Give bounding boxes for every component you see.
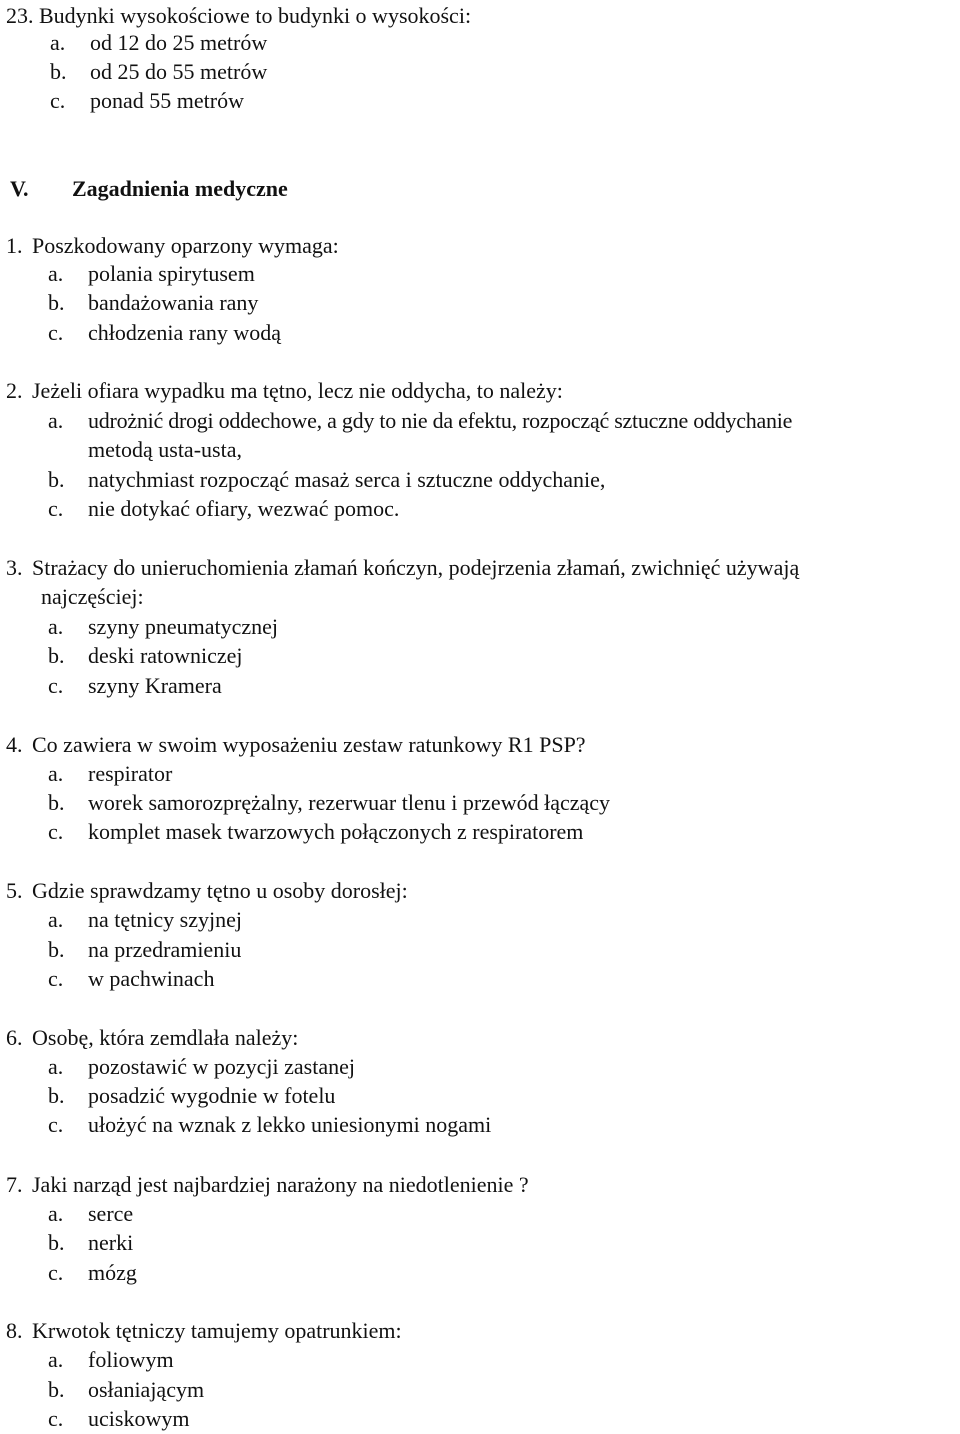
- question-text: najczęściej:: [41, 584, 144, 609]
- option-c: [48, 1260, 137, 1286]
- question-number: 6.: [6, 1025, 23, 1050]
- question-number: 1.: [6, 233, 23, 258]
- option-text: mózg: [88, 1260, 137, 1285]
- option-letter: b.: [50, 59, 67, 84]
- question-2: [6, 378, 563, 404]
- option-letter: a.: [48, 1347, 64, 1372]
- question-5: [6, 878, 408, 904]
- question-6: [6, 1025, 298, 1051]
- question-text: Jeżeli ofiara wypadku ma tętno, lecz nie oddycha, to należy:: [32, 378, 563, 403]
- option-letter: a.: [48, 261, 64, 286]
- option-text: polania spirytusem: [88, 261, 255, 286]
- option-text: komplet masek twarzowych połączonych z respiratorem: [88, 819, 584, 844]
- question-number: 5.: [6, 878, 23, 903]
- section-title: Zagadnienia medyczne: [72, 176, 288, 201]
- option-c: [50, 88, 244, 114]
- option-text: od 25 do 55 metrów: [90, 59, 268, 84]
- option-b: [48, 643, 243, 669]
- question-8: [6, 1318, 402, 1344]
- option-letter: c.: [48, 1406, 64, 1431]
- option-a: [48, 907, 242, 933]
- question-text: Budynki wysokościowe to budynki o wysokości:: [39, 3, 472, 28]
- option-c: [48, 673, 222, 699]
- option-text: w pachwinach: [88, 966, 215, 991]
- option-letter: a.: [48, 1201, 64, 1226]
- question-23: [6, 3, 471, 29]
- option-text: worek samorozprężalny, rezerwuar tlenu i przewód łączący: [88, 790, 611, 815]
- option-letter: b.: [48, 937, 65, 962]
- option-letter: a.: [48, 408, 64, 433]
- option-letter: c.: [48, 320, 64, 345]
- option-letter: b.: [48, 790, 65, 815]
- option-text: bandażowania rany: [88, 290, 259, 315]
- option-c: [48, 1406, 189, 1432]
- question-number: 7.: [6, 1172, 23, 1197]
- option-text: metodą usta-usta,: [88, 437, 242, 462]
- question-1: [6, 233, 339, 259]
- question-4: [6, 732, 586, 758]
- option-text: respirator: [88, 761, 173, 786]
- question-number: 23.: [6, 3, 34, 28]
- option-c: [48, 320, 281, 346]
- option-b: [48, 790, 610, 816]
- section-heading: [10, 176, 288, 202]
- option-c: [48, 819, 583, 845]
- option-a-continuation: [88, 437, 242, 463]
- option-text: pozostawić w pozycji zastanej: [88, 1054, 355, 1079]
- option-letter: c.: [48, 673, 64, 698]
- option-text: foliowym: [88, 1347, 174, 1372]
- option-text: chłodzenia rany wodą: [88, 320, 282, 345]
- option-text: nie dotykać ofiary, wezwać pomoc.: [88, 496, 400, 521]
- option-text: ponad 55 metrów: [90, 88, 244, 113]
- question-number: 3.: [6, 555, 23, 580]
- option-b: [48, 937, 241, 963]
- option-text: uciskowym: [88, 1406, 190, 1431]
- option-letter: a.: [48, 907, 64, 932]
- option-text: osłaniającym: [88, 1377, 205, 1402]
- option-letter: a.: [48, 1054, 64, 1079]
- question-number: 8.: [6, 1318, 23, 1343]
- option-text: szyny Kramera: [88, 673, 222, 698]
- option-letter: b.: [48, 1083, 65, 1108]
- option-letter: a.: [50, 30, 66, 55]
- question-text: Jaki narząd jest najbardziej narażony na niedotlenienie ?: [32, 1172, 529, 1197]
- question-number: 2.: [6, 378, 23, 403]
- option-letter: b.: [48, 290, 65, 315]
- option-letter: b.: [48, 467, 65, 492]
- option-text: udrożnić drogi oddechowe, a gdy to nie da efektu, rozpocząć sztuczne oddychanie: [88, 408, 793, 433]
- option-letter: a.: [48, 614, 64, 639]
- question-text: Poszkodowany oparzony wymaga:: [32, 233, 339, 258]
- option-text: na przedramieniu: [88, 937, 242, 962]
- option-letter: c.: [48, 496, 64, 521]
- option-letter: b.: [48, 643, 65, 668]
- option-a: [48, 1054, 355, 1080]
- option-letter: c.: [48, 966, 64, 991]
- option-text: serce: [88, 1201, 134, 1226]
- option-letter: c.: [48, 1112, 64, 1137]
- option-a: [48, 1347, 174, 1373]
- option-text: ułożyć na wznak z lekko uniesionymi nogami: [88, 1112, 492, 1137]
- option-b: [48, 290, 258, 316]
- option-text: nerki: [88, 1230, 134, 1255]
- option-a: [48, 614, 278, 640]
- question-3-continuation: [41, 584, 144, 610]
- option-b: [48, 1083, 335, 1109]
- option-letter: b.: [48, 1377, 65, 1402]
- option-b: [50, 59, 267, 85]
- question-text: Co zawiera w swoim wyposażeniu zestaw ratunkowy R1 PSP?: [32, 732, 586, 757]
- option-text: deski ratowniczej: [88, 643, 243, 668]
- option-a: [48, 261, 255, 287]
- option-b: [48, 467, 605, 493]
- option-c: [48, 1112, 491, 1138]
- option-text: szyny pneumatycznej: [88, 614, 278, 639]
- question-text: Strażacy do unieruchomienia złamań kończyn, podejrzenia złamań, zwichnięć używają: [32, 555, 800, 580]
- option-letter: a.: [48, 761, 64, 786]
- option-b: [48, 1230, 133, 1256]
- question-number: 4.: [6, 732, 23, 757]
- option-a: [48, 1201, 133, 1227]
- question-7: [6, 1172, 529, 1198]
- question-text: Krwotok tętniczy tamujemy opatrunkiem:: [32, 1318, 402, 1343]
- question-3: [6, 555, 799, 581]
- option-a: [48, 408, 792, 434]
- option-text: posadzić wygodnie w fotelu: [88, 1083, 336, 1108]
- question-text: Osobę, która zemdlała należy:: [32, 1025, 299, 1050]
- option-text: natychmiast rozpocząć masaż serca i sztuczne oddychanie,: [88, 467, 606, 492]
- option-b: [48, 1377, 204, 1403]
- option-letter: c.: [48, 1260, 64, 1285]
- option-letter: c.: [50, 88, 66, 113]
- option-a: [50, 30, 267, 56]
- question-text: Gdzie sprawdzamy tętno u osoby dorosłej:: [32, 878, 408, 903]
- option-c: [48, 496, 399, 522]
- option-a: [48, 761, 172, 787]
- option-letter: c.: [48, 819, 64, 844]
- section-number: V.: [10, 176, 29, 201]
- option-text: od 12 do 25 metrów: [90, 30, 268, 55]
- option-text: na tętnicy szyjnej: [88, 907, 242, 932]
- option-letter: b.: [48, 1230, 65, 1255]
- option-c: [48, 966, 214, 992]
